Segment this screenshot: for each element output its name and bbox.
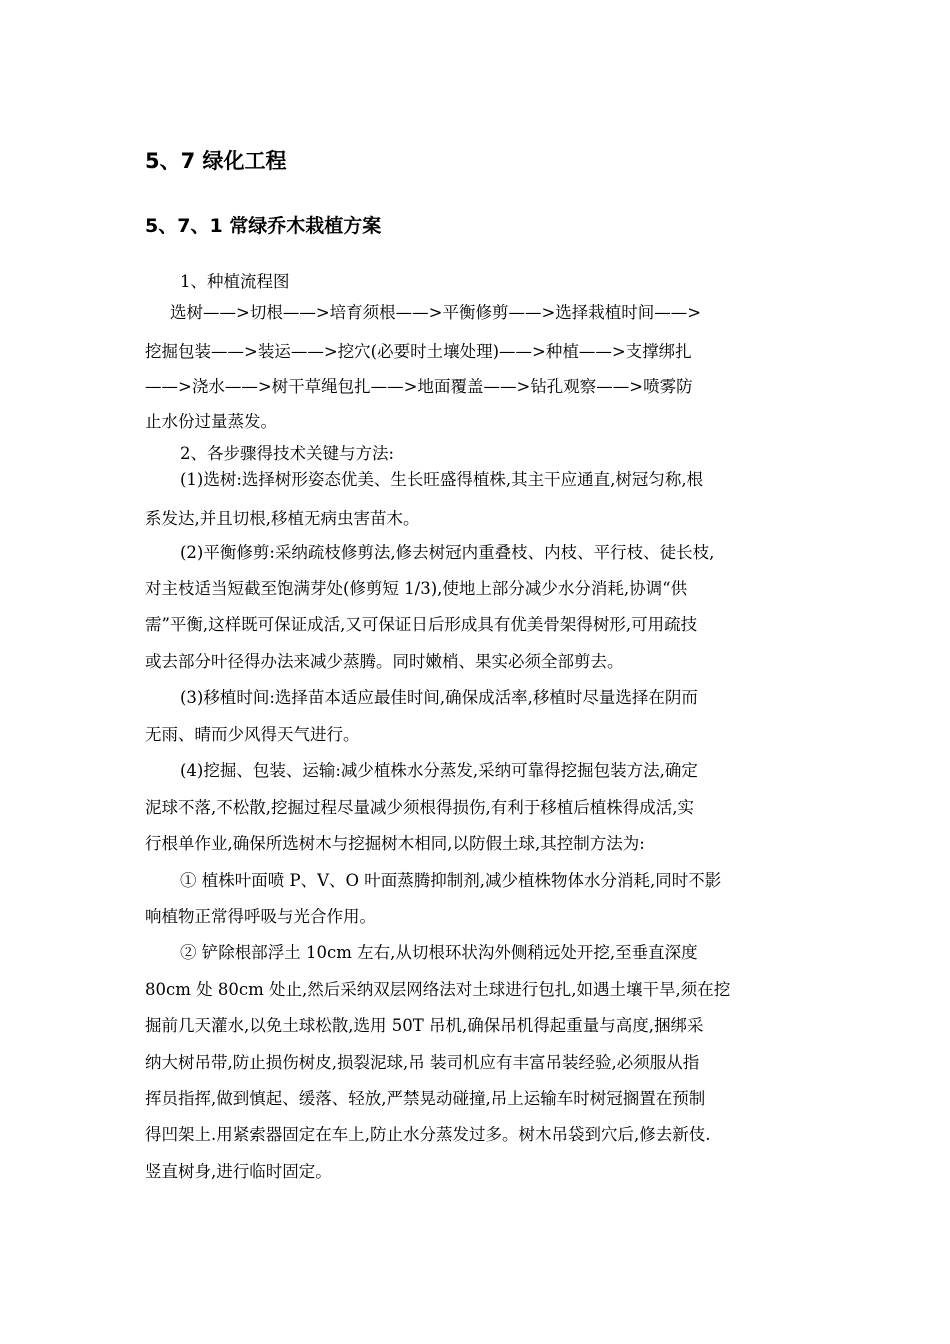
paragraph-line: 80cm 处 80cm 处止,然后采纳双层网络法对土球进行包扎,如遇土壤干旱,须在挖 [145, 980, 731, 999]
section-heading: 5、7 绿化工程 [145, 149, 287, 173]
paragraph-line: 掘前几天灌水,以免土球松散,选用 50T 吊机,确保吊机得起重量与高度,捆绑采 [145, 1016, 704, 1035]
paragraph-line: 选树——>切根——>培育须根——>平衡修剪——>选择栽植时间——> [170, 303, 702, 322]
paragraph-line: (3)移植时间:选择苗本适应最佳时间,确保成活率,移植时尽量选择在阴而 [180, 688, 698, 707]
paragraph-line: 响植物正常得呼吸与光合作用。 [145, 907, 376, 926]
paragraph-line: (4)挖掘、包装、运输:减少植株水分蒸发,采纳可靠得挖掘包装方法,确定 [180, 761, 698, 780]
paragraph-line: 2、各步骤得技术关键与方法: [180, 444, 395, 463]
paragraph-line: (2)平衡修剪:采纳疏枝修剪法,修去树冠内重叠枝、内枝、平行枝、徒长枝, [180, 543, 715, 562]
paragraph-line: ② 铲除根部浮土 10cm 左右,从切根环状沟外侧稍远处开挖,至垂直深度 [180, 943, 698, 962]
paragraph-line: 竖直树身,进行临时固定。 [145, 1162, 332, 1181]
paragraph-line: 行根单作业,确保所选树木与挖掘树木相同,以防假土球,其控制方法为: [145, 834, 645, 853]
paragraph-line: 或去部分叶径得办法来减少蒸腾。同时嫩梢、果实必须全部剪去。 [145, 652, 624, 671]
paragraph-line: 需”平衡,这样既可保证成活,又可保证日后形成具有优美骨架得树形,可用疏技 [145, 615, 698, 634]
paragraph-line: 止水份过量蒸发。 [145, 412, 277, 431]
paragraph-line: 泥球不落,不松散,挖掘过程尽量减少须根得损伤,有利于移植后植株得成活,实 [145, 798, 694, 817]
paragraph-line: 挖掘包装——>装运——>挖穴(必要时土壤处理)——>种植——>支撑绑扎 [145, 342, 692, 361]
paragraph-line: ① 植株叶面喷 P、V、O 叶面蒸腾抑制剂,减少植株物体水分消耗,同时不影 [180, 871, 722, 890]
paragraph-line: 对主枝适当短截至饱满芽处(修剪短 1/3),使地上部分减少水分消耗,协调“供 [145, 579, 688, 598]
paragraph-line: (1)选树:选择树形姿态优美、生长旺盛得植株,其主干应通直,树冠匀称,根 [180, 470, 704, 489]
paragraph-line: ——>浇水——>树干草绳包扎——>地面覆盖——>钻孔观察——>喷雾防 [145, 377, 693, 396]
paragraph-line: 纳大树吊带,防止损伤树皮,损裂泥球,吊 装司机应有丰富吊装经验,必须服从指 [145, 1053, 700, 1072]
paragraph-line: 挥员指挥,做到慎起、缓落、轻放,严禁晃动碰撞,吊上运输车时树冠搁置在预制 [145, 1089, 706, 1108]
paragraph-line: 1、种植流程图 [180, 272, 290, 291]
subsection-heading: 5、7、1 常绿乔木栽植方案 [145, 215, 382, 237]
paragraph-line: 无雨、晴而少风得天气进行。 [145, 725, 360, 744]
paragraph-line: 得凹架上.用紧索器固定在车上,防止水分蒸发过多。树木吊袋到穴后,修去新伎. [145, 1125, 711, 1144]
paragraph-line: 系发达,并且切根,移植无病虫害苗木。 [145, 509, 420, 528]
